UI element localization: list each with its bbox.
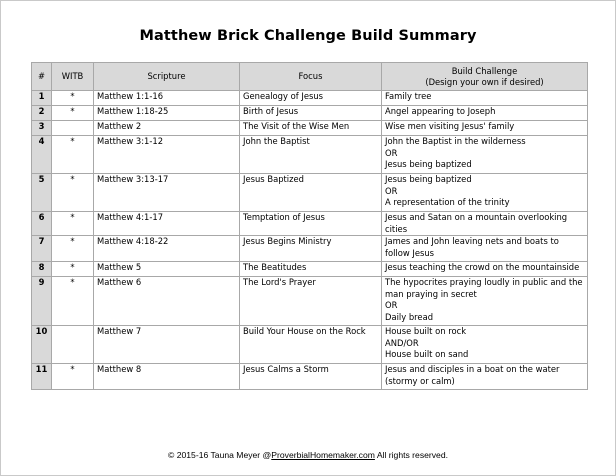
- table-row: [32, 277, 588, 326]
- header-build-challenge: [382, 63, 588, 91]
- table-row: [32, 326, 588, 364]
- row-scripture: Matthew 4:18-22: [94, 236, 240, 262]
- row-focus: Genealogy of Jesus: [240, 91, 382, 106]
- row-build-challenge: [382, 106, 588, 121]
- table-row: [32, 212, 588, 236]
- build-challenge-line: AND/OR: [385, 337, 419, 348]
- row-witb-marker: *: [52, 277, 94, 326]
- row-scripture: Matthew 2: [94, 121, 240, 136]
- row-build-challenge: [382, 277, 588, 326]
- build-challenge-line: Jesus and disciples in a boat on the water (stormy or calm): [385, 364, 560, 386]
- row-scripture: Matthew 1:1-16: [94, 91, 240, 106]
- build-challenge-line: John the Baptist in the wilderness: [385, 136, 526, 146]
- row-scripture: Matthew 6: [94, 277, 240, 326]
- row-number: 5: [32, 174, 52, 212]
- row-build-challenge: [382, 121, 588, 136]
- row-scripture: Matthew 7: [94, 326, 240, 364]
- build-challenge-line: Angel appearing to Joseph: [385, 106, 496, 116]
- header-build-subtitle: (Design your own if desired): [425, 76, 544, 87]
- row-build-challenge: [382, 174, 588, 212]
- build-challenge-line: House built on rock: [385, 326, 467, 336]
- row-number: 2: [32, 106, 52, 121]
- table-row: [32, 364, 588, 390]
- build-challenge-line: Daily bread: [385, 311, 434, 322]
- row-witb-marker: *: [52, 364, 94, 390]
- table-row: [32, 136, 588, 174]
- footer-suffix: All rights reserved.: [374, 450, 448, 460]
- row-focus: The Beatitudes: [240, 262, 382, 277]
- build-challenge-line: Jesus and Satan on a mountain overlooking cities: [385, 212, 568, 234]
- row-witb-marker: *: [52, 91, 94, 106]
- row-number: 3: [32, 121, 52, 136]
- header-scripture: Scripture: [94, 63, 240, 91]
- row-scripture: Matthew 3:1-12: [94, 136, 240, 174]
- row-build-challenge: [382, 236, 588, 262]
- table-header-row: [32, 63, 588, 91]
- document-title: Matthew Brick Challenge Build Summary: [139, 28, 477, 44]
- build-challenge-line: OR: [385, 185, 398, 196]
- table-row: [32, 262, 588, 277]
- row-number: 6: [32, 212, 52, 236]
- row-focus: John the Baptist: [240, 136, 382, 174]
- build-challenge-line: Wise men visiting Jesus' family: [385, 121, 515, 131]
- build-challenge-line: Jesus being baptized: [385, 174, 472, 184]
- build-challenge-line: James and John leaving nets and boats to follow Jesus: [385, 236, 559, 258]
- table-row: [32, 121, 588, 136]
- row-witb-marker: *: [52, 236, 94, 262]
- row-number: 1: [32, 91, 52, 106]
- header-witb: WITB: [52, 63, 94, 91]
- table-row: [32, 106, 588, 121]
- row-focus: Build Your House on the Rock: [240, 326, 382, 364]
- row-focus: Jesus Baptized: [240, 174, 382, 212]
- row-scripture: Matthew 5: [94, 262, 240, 277]
- table-row: [32, 91, 588, 106]
- row-scripture: Matthew 4:1-17: [94, 212, 240, 236]
- row-witb-marker: *: [52, 212, 94, 236]
- row-witb-marker: *: [52, 106, 94, 121]
- build-challenge-line: Family tree: [385, 91, 432, 101]
- row-witb-marker: [52, 326, 94, 364]
- row-number: 8: [32, 262, 52, 277]
- row-focus: Jesus Calms a Storm: [240, 364, 382, 390]
- header-num: #: [32, 63, 52, 91]
- build-challenge-line: OR: [385, 300, 398, 310]
- footer-copyright: [0, 450, 616, 460]
- row-build-challenge: [382, 326, 588, 364]
- build-challenge-line: House built on sand: [385, 349, 469, 359]
- row-scripture: Matthew 1:18-25: [94, 106, 240, 121]
- row-scripture: Matthew 8: [94, 364, 240, 390]
- row-witb-marker: *: [52, 136, 94, 174]
- build-challenge-line: The hypocrites praying loudly in public and the man praying in secret: [385, 277, 583, 299]
- footer-prefix: © 2015-16 Tauna Meyer @: [168, 450, 272, 460]
- row-witb-marker: *: [52, 262, 94, 277]
- row-focus: The Visit of the Wise Men: [240, 121, 382, 136]
- row-build-challenge: [382, 212, 588, 236]
- row-scripture: Matthew 3:13-17: [94, 174, 240, 212]
- build-challenge-line: Jesus teaching the crowd on the mountainside: [385, 262, 580, 272]
- build-summary-table: [31, 62, 588, 390]
- build-challenge-line: OR: [385, 147, 398, 158]
- row-build-challenge: [382, 136, 588, 174]
- row-number: 9: [32, 277, 52, 326]
- row-build-challenge: [382, 364, 588, 390]
- table-row: [32, 236, 588, 262]
- row-witb-marker: [52, 121, 94, 136]
- header-focus: Focus: [240, 63, 382, 91]
- row-focus: Temptation of Jesus: [240, 212, 382, 236]
- row-witb-marker: *: [52, 174, 94, 212]
- row-number: 10: [32, 326, 52, 364]
- build-challenge-line: A representation of the trinity: [385, 197, 510, 207]
- row-number: 4: [32, 136, 52, 174]
- footer-site-link[interactable]: ProverbialHomemaker.com: [271, 450, 375, 460]
- row-build-challenge: [382, 91, 588, 106]
- build-challenge-line: Jesus being baptized: [385, 159, 472, 169]
- row-build-challenge: [382, 262, 588, 277]
- header-build-title: Build Challenge: [451, 65, 518, 76]
- row-focus: Birth of Jesus: [240, 106, 382, 121]
- table-row: [32, 174, 588, 212]
- row-focus: The Lord's Prayer: [240, 277, 382, 326]
- row-number: 11: [32, 364, 52, 390]
- row-number: 7: [32, 236, 52, 262]
- row-focus: Jesus Begins Ministry: [240, 236, 382, 262]
